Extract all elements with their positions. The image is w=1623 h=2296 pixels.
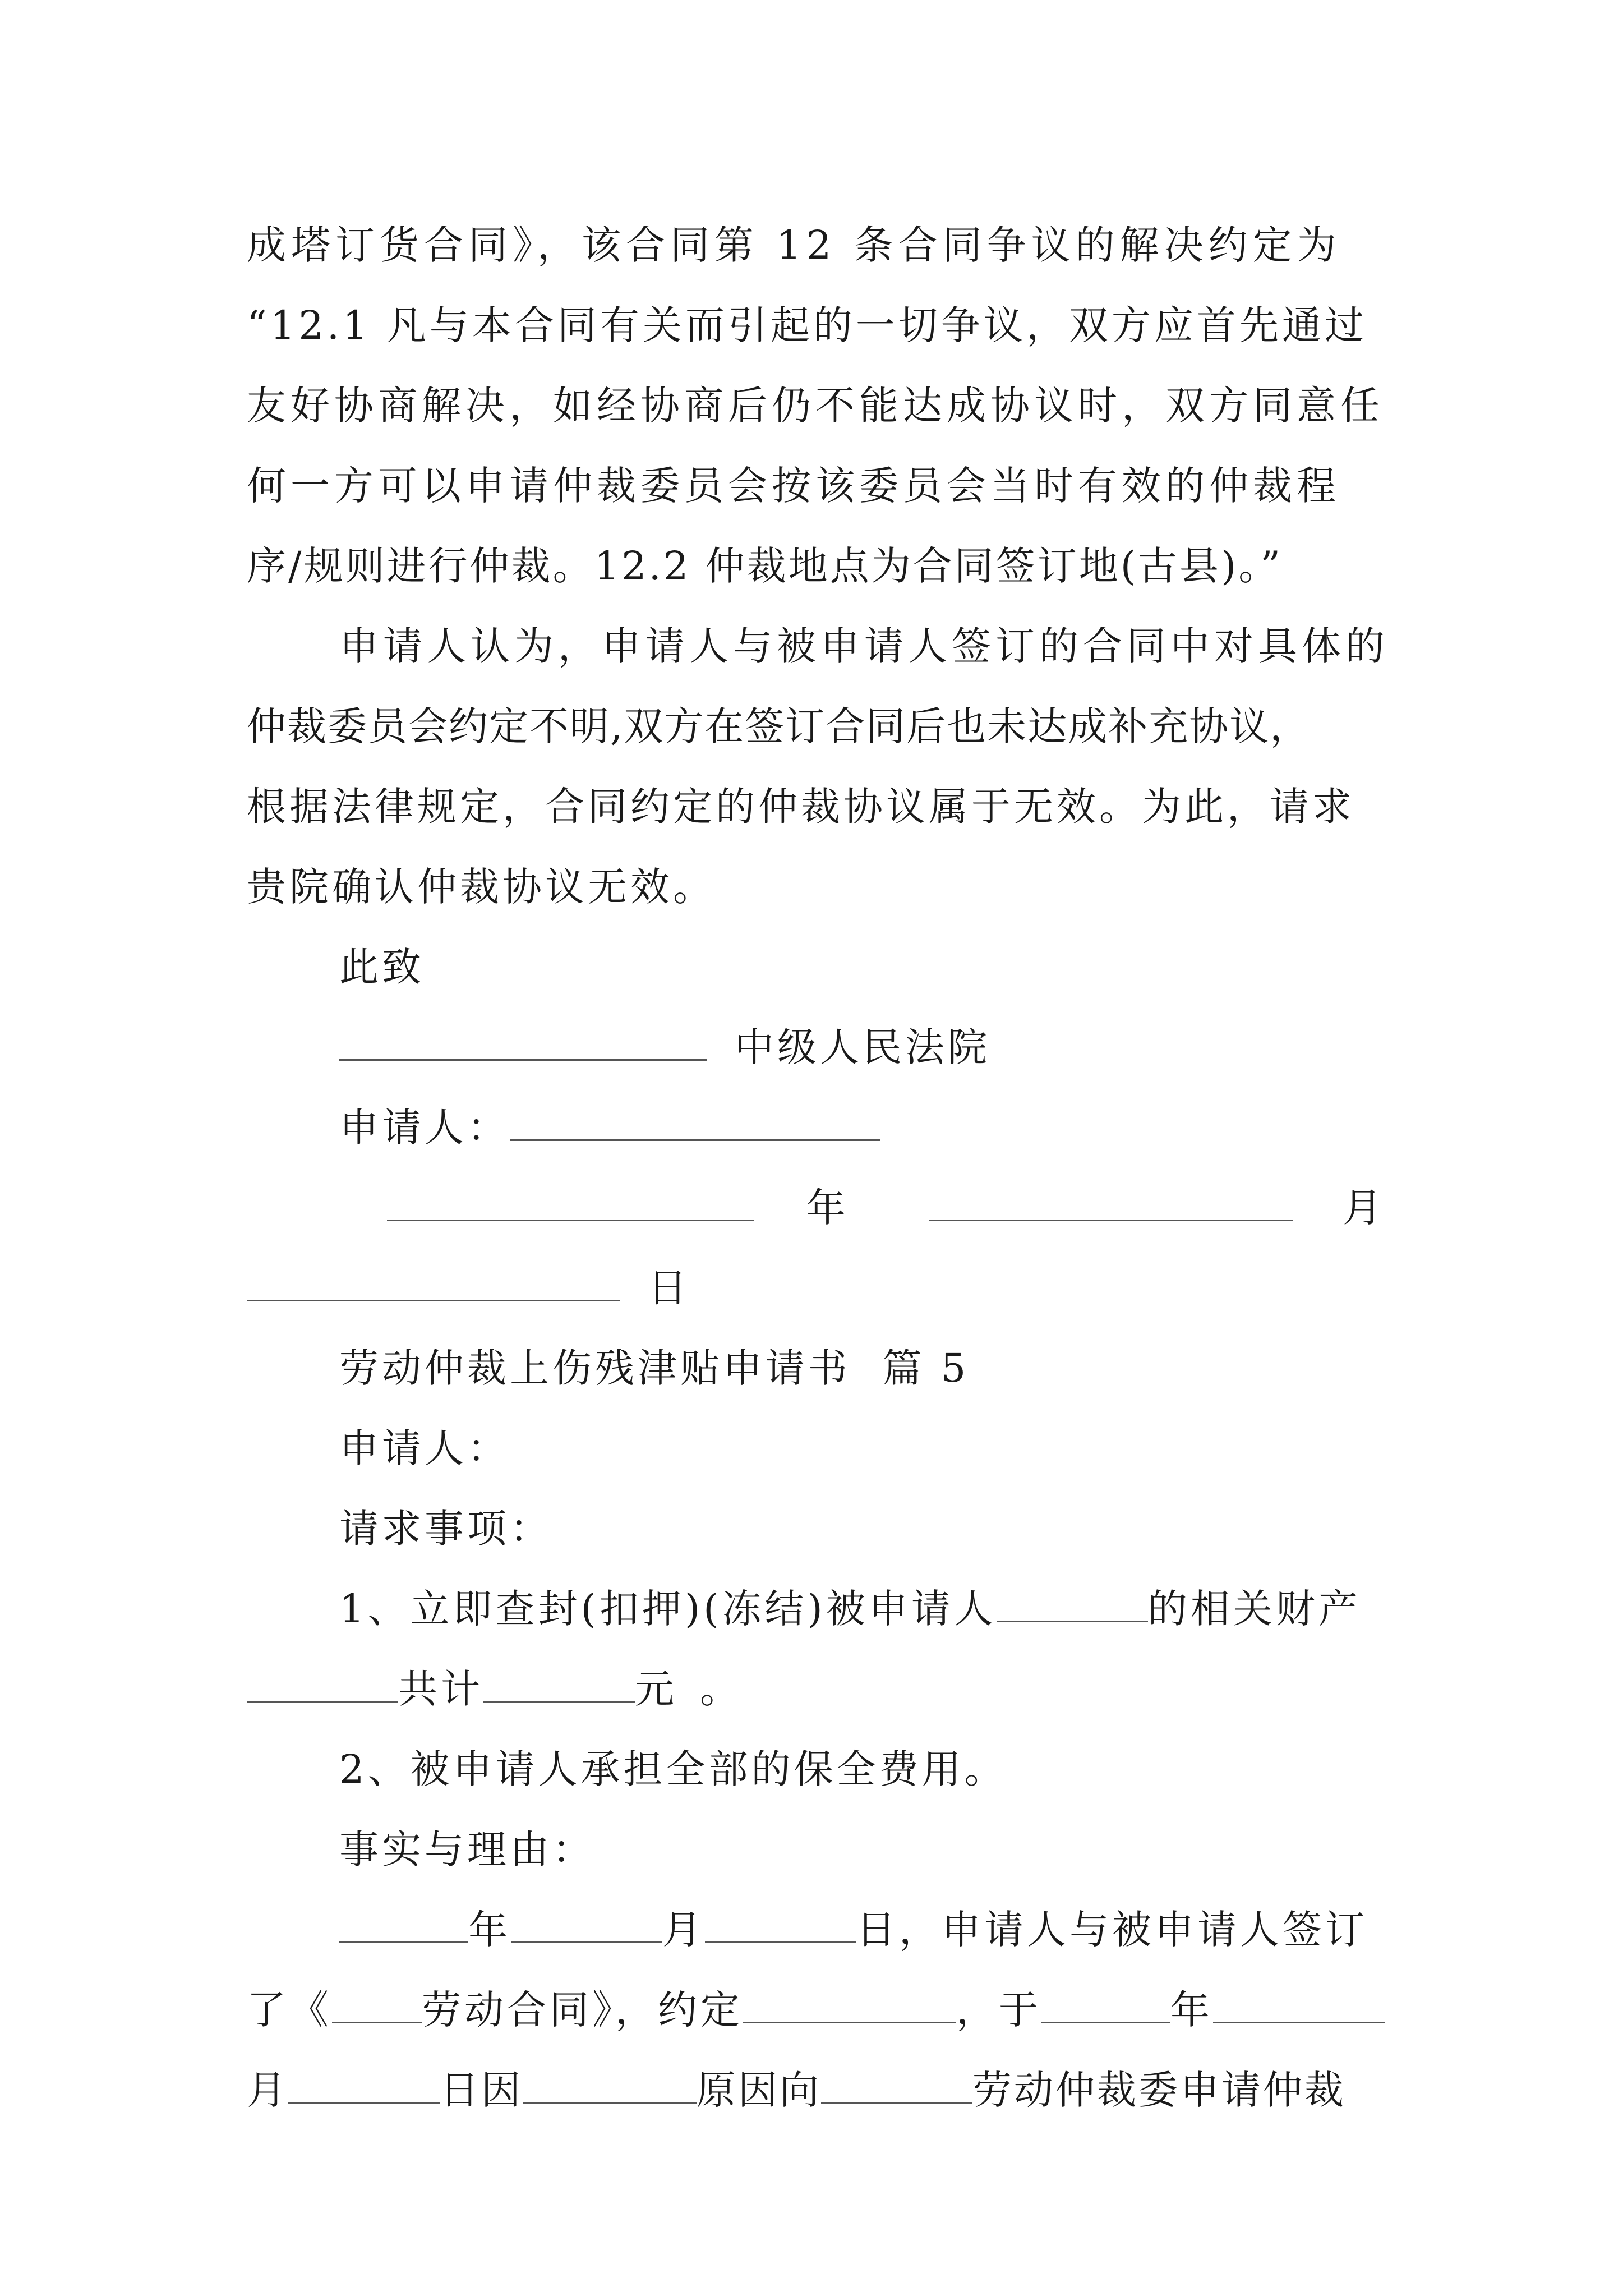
facts-line: [247, 1976, 1385, 2044]
contract-type-blank: [332, 1978, 422, 2023]
agreement-blank: [743, 1978, 956, 2023]
facts-text: 月: [247, 2067, 288, 2113]
facts-heading: [339, 1816, 1385, 1883]
paragraph-line: [247, 372, 1385, 439]
request-2-text: 2、被申请人承担全部的保全费用。: [339, 1746, 1007, 1792]
property-blank: [247, 1657, 398, 1703]
request-1-continued: [247, 1655, 1385, 1723]
day-line: [247, 1254, 1385, 1322]
reason-blank: [523, 2058, 697, 2104]
paragraph-line: [247, 693, 1385, 760]
facts-text: 了《: [247, 1987, 332, 2033]
request-1-line: [339, 1575, 1385, 1642]
applicant-label: 申请人：: [339, 1425, 510, 1471]
text-run: 序/规则进行仲裁。12.2 仲裁地点为合同签订地(古县)。”: [247, 543, 1283, 589]
paragraph-line: [247, 853, 1385, 921]
day-blank: [247, 1256, 620, 1301]
salutation-text: 此致: [339, 944, 425, 990]
request-2-line: [339, 1736, 1385, 1803]
year-label: 年: [806, 1185, 849, 1231]
applicant-label: 申请人：: [339, 1105, 510, 1151]
facts-day-blank: [705, 1898, 856, 1943]
text-run: 根据法律规定，合同约定的仲裁协议属于无效。为此，请求: [247, 784, 1355, 830]
paragraph-line: [339, 613, 1389, 680]
text-run: 成塔订货合同》，该合同第 12 条合同争议的解决约定为: [247, 222, 1341, 268]
paragraph-line: [247, 532, 1385, 600]
text-run: 申请人认为，申请人与被申请人签订的合同中对具体的: [339, 623, 1389, 669]
arbitration-commission-blank: [821, 2058, 972, 2104]
facts-text: 劳动仲裁委申请仲裁: [972, 2067, 1346, 2113]
respondent-blank: [997, 1577, 1148, 1622]
day-label: 日: [648, 1265, 690, 1311]
court-name-blank: [339, 1015, 707, 1061]
facts-text: 劳动合同》，约定: [422, 1987, 743, 2033]
request-1-text: 。: [700, 1666, 743, 1712]
requests-heading: [339, 1495, 1385, 1562]
arbitration-year-blank: [1041, 1978, 1170, 2023]
facts-month-blank: [511, 1898, 662, 1943]
salutation: [339, 933, 1385, 1001]
arbitration-month-blank: [1213, 1978, 1385, 2023]
request-1-text: 1、立即查封(扣押)(冻结)被申请人: [339, 1586, 997, 1632]
amount-blank: [483, 1657, 635, 1703]
month-blank: [929, 1176, 1293, 1221]
facts-text: 月: [662, 1907, 705, 1953]
text-run: 友好协商解决，如经协商后仍不能达成协议时，双方同意任: [247, 383, 1384, 429]
requests-heading-text: 请求事项：: [339, 1506, 552, 1552]
text-run: 贵院确认仲裁协议无效。: [247, 864, 716, 910]
request-1-text: 元: [635, 1666, 677, 1712]
request-1-text: 共计: [398, 1666, 483, 1712]
paragraph-line: [247, 773, 1385, 840]
facts-text: ，于: [956, 1987, 1041, 2033]
facts-heading-text: 事实与理由：: [339, 1826, 595, 1872]
paragraph-line: [247, 292, 1385, 359]
facts-text: 日，申请人与被申请人签订: [856, 1907, 1368, 1953]
text-run: 仲裁委员会约定不明,双方在签订合同后也未达成补充协议，: [247, 703, 1311, 749]
arbitration-day-blank: [288, 2058, 440, 2104]
applicant-line: [339, 1415, 1385, 1482]
request-1-text: 的相关财产: [1147, 1586, 1361, 1632]
text-run: 何一方可以申请仲裁委员会按该委员会当时有效的仲裁程: [247, 463, 1340, 509]
facts-text: 原因向: [697, 2067, 821, 2113]
month-label: 月: [1343, 1185, 1386, 1231]
paragraph-line: [247, 211, 1385, 279]
facts-text: 年: [1170, 1987, 1213, 2033]
court-label: 中级人民法院: [735, 1024, 990, 1070]
facts-text: 年: [468, 1907, 511, 1953]
court-line: [339, 1014, 1385, 1081]
date-line: [387, 1174, 1385, 1241]
text-run: “12.1 凡与本合同有关而引起的一切争议，双方应首先通过: [247, 302, 1367, 348]
facts-line: [247, 2056, 1385, 2124]
applicant-signature-line: [339, 1094, 1385, 1161]
section-title-text: 劳动仲裁上伤残津贴申请书 篇 5: [339, 1345, 970, 1391]
facts-year-blank: [339, 1898, 468, 1943]
applicant-name-blank: [510, 1096, 880, 1141]
facts-line: [339, 1896, 1385, 1963]
facts-text: 日因: [440, 2067, 523, 2113]
paragraph-line: [247, 452, 1385, 519]
year-blank: [387, 1176, 754, 1221]
section-title: [339, 1335, 1385, 1402]
